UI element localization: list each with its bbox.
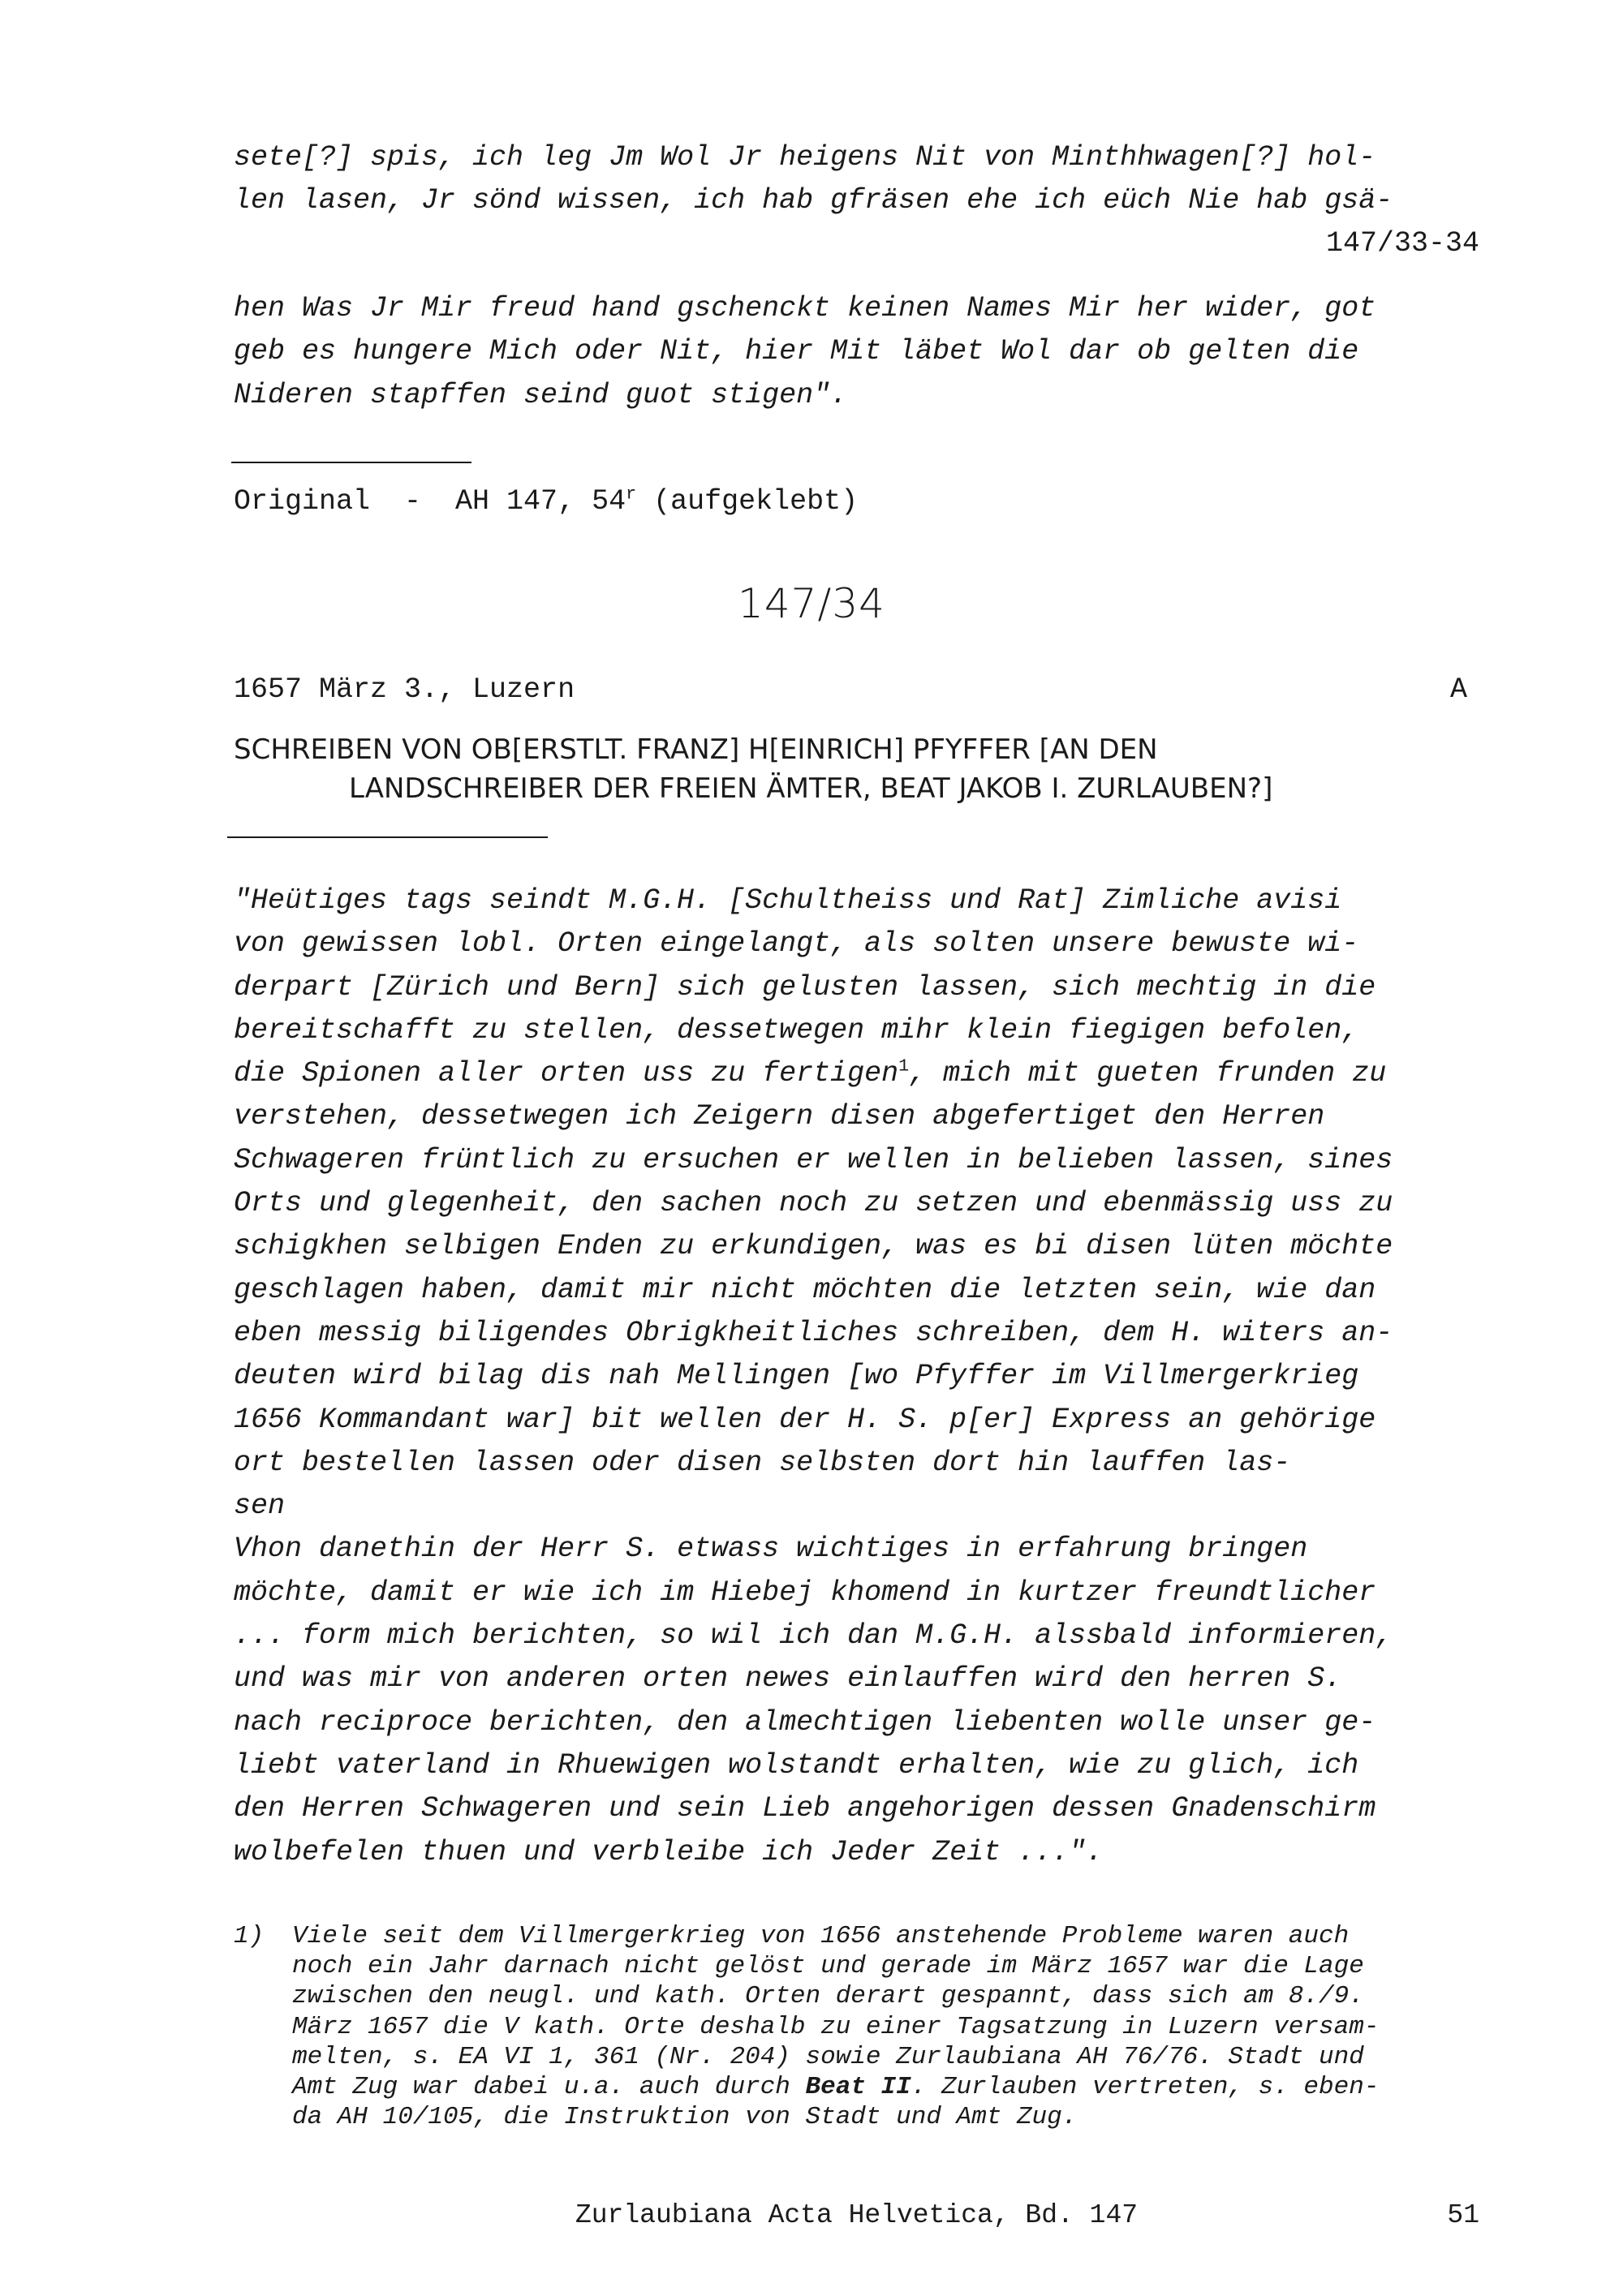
text-line: sete[?] spis, ich leg Jm Wol Jr heigens Nit von Minthhwagen[?] hol-: [234, 141, 1376, 174]
source-note-prefix: Original - AH 147, 54: [234, 485, 626, 518]
text-line: len lasen, Jr sönd wissen, ich hab gfräsen ehe ich eüch Nie hab gsä-: [234, 184, 1393, 217]
text-line: Orts und glegenheit, den sachen noch zu setzen und ebenmässig uss zu: [234, 1187, 1393, 1220]
source-note-suffix: (aufgeklebt): [636, 485, 859, 518]
text-line: den Herren Schwageren und sein Lieb angehorigen dessen Gnadenschirm: [234, 1792, 1376, 1825]
text-segment: . Zurlauben vertreten, s. eben-: [911, 2073, 1380, 2102]
source-note-sup: r: [626, 484, 637, 505]
footnote-line: Viele seit dem Villmergerkrieg von 1656 anstehende Probleme waren auch: [292, 1922, 1350, 1950]
text-line: eben messig biligendes Obrigkheitliches schreiben, dem H. witers an-: [234, 1316, 1393, 1349]
footnote-line: da AH 10/105, die Instruktion von Stadt und Amt Zug.: [292, 2103, 1078, 2132]
text-line: wolbefelen thuen und verbleibe ich Jeder Zeit ...".: [234, 1835, 1104, 1868]
footnote-reference: 1: [898, 1056, 910, 1077]
body-text: [234, 879, 1479, 1874]
text-segment: die Spionen aller orten uss zu fertigen: [234, 1057, 899, 1090]
page-marker: [234, 222, 1479, 265]
text-line: "Heütiges tags seindt M.G.H. [Schultheiss und Rat] Zimliche avisi: [234, 884, 1342, 917]
footnote-line-with-bold: [292, 2072, 1483, 2102]
footnote-text: [292, 1921, 1483, 2132]
heading-line-1: SCHREIBEN VON OB[ERSTLT. FRANZ] H[EINRICH] PFYFFER [AN DEN: [234, 733, 1158, 766]
text-line-with-footnote: [234, 1052, 1479, 1095]
text-line: schigkhen selbigen Enden zu erkundigen, was es bi disen lüten möchte: [234, 1230, 1393, 1263]
divider-rule: [231, 462, 471, 463]
date-row: [234, 672, 1467, 707]
text-line: verstehen, dessetwegen ich Zeigern disen abgefertiget den Herren: [234, 1100, 1325, 1133]
continuation-text-top: [234, 136, 1479, 223]
text-line: derpart [Zürich und Bern] sich gelusten lassen, sich mechtig in die: [234, 970, 1376, 1004]
footnote-mark: 1): [234, 1922, 265, 1950]
source-note: [234, 480, 1479, 523]
page-number: 51: [1447, 2200, 1479, 2230]
text-line: Vhon danethin der Herr S. etwass wichtiges in erfahrung bringen: [234, 1533, 1308, 1566]
text-line: 1656 Kommandant war] bit wellen der H. S. p[er] Express an gehörige: [234, 1403, 1376, 1436]
footnote-line: März 1657 die V kath. Orte deshalb zu einer Tagsatzung in Luzern versam-: [292, 2012, 1380, 2041]
date-place: 1657 März 3., Luzern: [234, 673, 575, 706]
text-line: Nideren stapffen seind guot stigen".: [234, 378, 848, 411]
footnote-line: melten, s. EA VI 1, 361 (Nr. 204) sowie Zurlaubiana AH 76/76. Stadt und: [292, 2042, 1364, 2071]
document-letter: A: [1449, 673, 1467, 706]
text-line: hen Was Jr Mir freud hand gschenckt keinen Names Mir her wider, got: [234, 292, 1376, 325]
text-line: möchte, damit er wie ich im Hiebej khomend in kurtzer freundtlicher: [234, 1576, 1376, 1609]
footnote-line: noch ein Jahr darnach nicht gelöst und gerade im März 1657 war die Lage: [292, 1952, 1364, 1981]
text-segment: , mich mit gueten frunden zu: [909, 1057, 1387, 1090]
text-line: geb es hungere Mich oder Nit, hier Mit läbet Wol dar ob gelten die: [234, 335, 1359, 368]
text-segment: Amt Zug war dabei u.a. auch durch: [292, 2073, 806, 2102]
document-number: 147/34: [738, 580, 885, 627]
text-line: von gewissen lobl. Orten eingelangt, als solten unsere bewuste wi-: [234, 927, 1359, 961]
text-line: nach reciproce berichten, den almechtigen liebenten wolle unser ge-: [234, 1705, 1376, 1739]
text-line: liebt vaterland in Rhuewigen wolstandt erhalten, wie zu glich, ich: [234, 1748, 1359, 1782]
text-line: deuten wird bilag dis nah Mellingen [wo Pfyffer im Villmergerkrieg: [234, 1360, 1359, 1393]
footnote-line: zwischen den neugl. und kath. Orten derart gespannt, dass sich am 8./9.: [292, 1982, 1364, 2011]
divider-rule: [227, 836, 548, 838]
text-line: ... form mich berichten, so wil ich dan M.G.H. alssbald informieren,: [234, 1619, 1393, 1653]
heading-line-2: LANDSCHREIBER DER FREIEN ÄMTER, BEAT JAKOB I. ZURLAUBEN?]: [349, 772, 1273, 805]
text-line: und was mir von anderen orten newes einlauffen wird den herren S.: [234, 1662, 1342, 1696]
bold-name: Beat II: [805, 2073, 911, 2102]
page-marker-text: 147/33-34: [1325, 227, 1479, 260]
text-line: bereitschafft zu stellen, dessetwegen mihr klein fiegigen befolen,: [234, 1013, 1359, 1047]
text-line: sen: [234, 1490, 286, 1523]
text-line: Schwageren früntlich zu ersuchen er wellen in belieben lassen, sines: [234, 1143, 1393, 1176]
continuation-text-bottom: [234, 287, 1479, 417]
text-line: geschlagen haben, damit mir nicht möchten die letzten sein, wie dan: [234, 1273, 1376, 1306]
document-heading: [234, 730, 1479, 808]
footnote: [234, 1921, 1483, 2132]
footer-title: Zurlaubiana Acta Helvetica, Bd. 147: [575, 2200, 1139, 2230]
text-line: ort bestellen lassen oder disen selbsten dort hin lauffen las-: [234, 1446, 1291, 1479]
